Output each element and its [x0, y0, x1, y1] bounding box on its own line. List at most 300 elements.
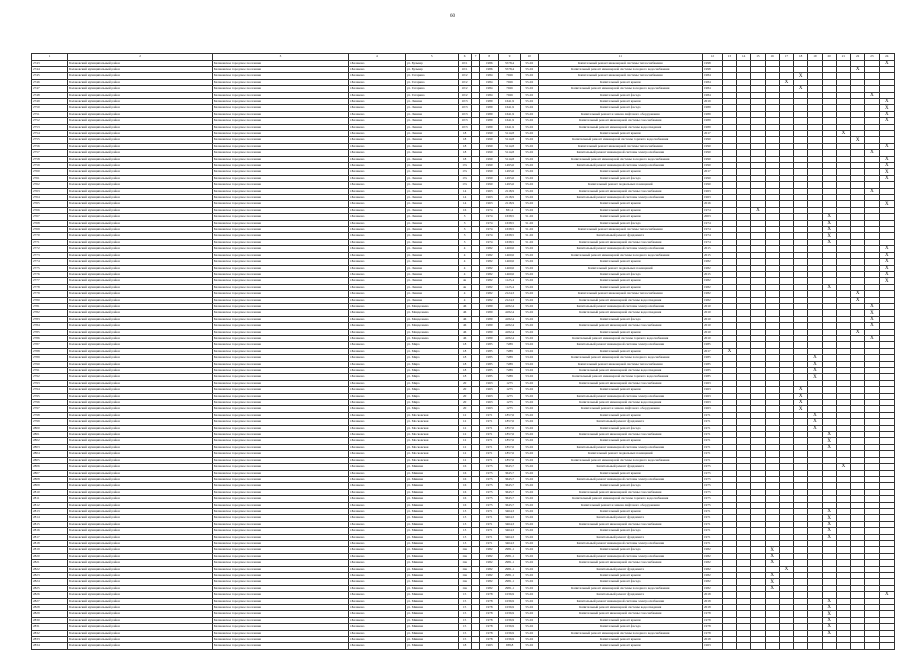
cell-street: ул. Московская [405, 412, 458, 418]
cell-no: 2834 [32, 643, 68, 649]
cell-fund: 55-02 [521, 611, 539, 617]
cell-year: 2010 [703, 303, 723, 309]
cell-area: 1963 [480, 387, 499, 393]
cell-house: 46 [458, 329, 471, 335]
cell-no: 2802 [32, 438, 68, 444]
period-cell: X [851, 291, 865, 297]
cell-district: Балаковский муниципальный район [68, 508, 213, 514]
cell-district: Балаковский муниципальный район [68, 464, 213, 470]
cell-work: Капитальный ремонт фасада [538, 105, 702, 111]
cell-district: Балаковский муниципальный район [68, 380, 213, 386]
cell-district: Балаковский муниципальный район [68, 355, 213, 361]
cell-city: г.Балаково [348, 348, 405, 354]
cell-year: 1975 [703, 476, 723, 482]
cell-street: ул. Минина [405, 528, 458, 534]
cell-work: Капитальный ремонт крыши [538, 207, 702, 213]
cell-no: 2766 [32, 207, 68, 213]
cell-area: 1971 [480, 540, 499, 546]
cell-year: 1985 [703, 374, 723, 380]
cell-fund: 55-02 [521, 60, 539, 66]
cell-cost: 5114,8 [499, 150, 521, 156]
cell-city: г.Балаково [348, 271, 405, 277]
cell-cost: 3645,7 [499, 464, 521, 470]
cell-year: 1971 [703, 508, 723, 514]
cell-district: Балаковский муниципальный район [68, 438, 213, 444]
cell-district: Балаковский муниципальный район [68, 105, 213, 111]
cell-municipality: Балаковское городское поселение [212, 66, 348, 72]
cell-street: ул. Ленина [405, 291, 458, 297]
cell-street: ул. Минина [405, 508, 458, 514]
cell-district: Балаковский муниципальный район [68, 143, 213, 149]
cell-house: 16 [458, 483, 471, 489]
cell-street: ул. Ленина [405, 239, 458, 245]
cell-house: 16 [458, 476, 471, 482]
cell-municipality: Балаковское городское поселение [212, 515, 348, 521]
cell-city: г.Балаково [348, 374, 405, 380]
cell-no: 2799 [32, 419, 68, 425]
cell-year: 2010 [703, 310, 723, 316]
cell-city: г.Балаково [348, 239, 405, 245]
cell-city: г.Балаково [348, 470, 405, 476]
cell-municipality: Балаковское городское поселение [212, 201, 348, 207]
period-cell: X [879, 259, 895, 265]
cell-house: 12 [458, 425, 471, 431]
cell-district: Балаковский муниципальный район [68, 419, 213, 425]
cell-city: г.Балаково [348, 534, 405, 540]
cell-work: Капитальный ремонт инженерной системы электроснабжения [538, 540, 702, 546]
period-cell: X [865, 188, 879, 194]
cell-city: г.Балаково [348, 464, 405, 470]
cell-city: г.Балаково [348, 259, 405, 265]
cell-municipality: Балаковское городское поселение [212, 617, 348, 623]
cell-district: Балаковский муниципальный район [68, 118, 213, 124]
period-cell: X [822, 214, 836, 220]
cell-work: Капитальный ремонт инженерной системы электроснабжения [538, 553, 702, 559]
cell-municipality: Балаковское городское поселение [212, 637, 348, 643]
cell-house: 18 [458, 137, 471, 143]
cell-fund: 53-02 [521, 348, 539, 354]
cell-no: 2823 [32, 573, 68, 579]
cell-district: Балаковский муниципальный район [68, 252, 213, 258]
cell-house: 18 [458, 361, 471, 367]
cell-year: 1975 [703, 464, 723, 470]
cell-municipality: Балаковское городское поселение [212, 335, 348, 341]
cell-municipality: Балаковское городское поселение [212, 438, 348, 444]
cell-year: 1982 [703, 278, 723, 284]
cell-no: 2768 [32, 220, 68, 226]
period-cell: X [851, 137, 865, 143]
cell-house: 13 [458, 508, 471, 514]
cell-no: 2827 [32, 598, 68, 604]
cell-fund: 55-02 [521, 252, 539, 258]
cell-municipality: Балаковское городское поселение [212, 246, 348, 252]
cell-district: Балаковский муниципальный район [68, 227, 213, 233]
cell-work: Капитальный ремонт фасада [538, 579, 702, 585]
cell-house: 12 [458, 451, 471, 457]
cell-year: 1971 [703, 540, 723, 546]
cell-city: г.Балаково [348, 605, 405, 611]
cell-district: Балаковский муниципальный район [68, 502, 213, 508]
cell-year: 1984 [703, 92, 723, 98]
period-cell [879, 643, 895, 649]
cell-street: ул. Ленина [405, 98, 458, 104]
cell-city: г.Балаково [348, 98, 405, 104]
column-header-p8: 20 [822, 54, 836, 61]
cell-street: ул. Ленина [405, 233, 458, 239]
cell-district: Балаковский муниципальный район [68, 547, 213, 553]
cell-municipality: Балаковское городское поселение [212, 605, 348, 611]
cell-city: г.Балаково [348, 111, 405, 117]
cell-area: 1982 [480, 585, 499, 591]
cell-city: г.Балаково [348, 476, 405, 482]
period-cell: X [822, 624, 836, 630]
cell-district: Балаковский муниципальный район [68, 489, 213, 495]
cell-cost: 1857,6 [499, 425, 521, 431]
column-header-p7: 19 [808, 54, 822, 61]
cell-district: Балаковский муниципальный район [68, 156, 213, 162]
period-cell: X [879, 98, 895, 104]
cell-area: 1982 [480, 547, 499, 553]
period-cell [808, 643, 822, 649]
cell-work: Капитальный ремонт инженерной системы горячего водоснабжения [538, 374, 702, 380]
cell-no: 2791 [32, 368, 68, 374]
cell-municipality: Балаковское городское поселение [212, 444, 348, 450]
cell-street: ул. Ленина [405, 214, 458, 220]
cell-district: Балаковский муниципальный район [68, 310, 213, 316]
cell-cost: 1125,4 [499, 278, 521, 284]
cell-no: 2795 [32, 393, 68, 399]
cell-street: ул. Минина [405, 630, 458, 636]
cell-municipality: Балаковское городское поселение [212, 521, 348, 527]
cell-fund: 55-02 [521, 150, 539, 156]
cell-cost: 1036,9 [499, 624, 521, 630]
cell-street: ул. Ленина [405, 271, 458, 277]
cell-fund: 55-02 [521, 451, 539, 457]
cell-house: 18 [458, 143, 471, 149]
cell-fund: 55-02 [521, 73, 539, 79]
cell-cost: 1495,6 [499, 175, 521, 181]
cell-fund: 55-02 [521, 143, 539, 149]
cell-cost: 7289 [499, 368, 521, 374]
cell-year: 1963 [703, 195, 723, 201]
cell-municipality: Балаковское городское поселение [212, 156, 348, 162]
cell-street: ул. Минина [405, 637, 458, 643]
cell-fund: 55-02 [521, 432, 539, 438]
cell-municipality: Балаковское городское поселение [212, 265, 348, 271]
cell-fund: 55-02 [521, 297, 539, 303]
cell-district: Балаковский муниципальный район [68, 79, 213, 85]
cell-fund: 55-02 [521, 265, 539, 271]
cell-cost: 1036,9 [499, 605, 521, 611]
cell-house: 3 [458, 214, 471, 220]
period-cell: X [822, 284, 836, 290]
cell-no: 2784 [32, 323, 68, 329]
period-cell: X [794, 387, 808, 393]
period-cell: X [808, 361, 822, 367]
cell-street: ул. Минина [405, 483, 458, 489]
cell-cost: 938,8 [499, 643, 521, 649]
cell-city: г.Балаково [348, 137, 405, 143]
cell-district: Балаковский муниципальный район [68, 207, 213, 213]
cell-work: Капитальный ремонт крыши [538, 643, 702, 649]
cell-district: Балаковский муниципальный район [68, 425, 213, 431]
cell-fund: 55-02 [521, 553, 539, 559]
cell-district: Балаковский муниципальный район [68, 92, 213, 98]
cell-city: г.Балаково [348, 412, 405, 418]
cell-area: 1986 [480, 60, 499, 66]
cell-city: г.Балаково [348, 489, 405, 495]
cell-area: 1971 [480, 521, 499, 527]
cell-street: ул. Ленина [405, 105, 458, 111]
cell-area: 1971 [480, 425, 499, 431]
cell-work: Капитальный ремонт инженерной системы теплоснабжения [538, 227, 702, 233]
column-header-cost: 9 [499, 54, 521, 61]
cell-cost: 2124,3 [499, 291, 521, 297]
cell-house: 4 [458, 252, 471, 258]
cell-year: 2015 [703, 252, 723, 258]
cell-house: 14а [458, 566, 471, 572]
cell-house: 4 [458, 271, 471, 277]
cell-district: Балаковский муниципальный район [68, 188, 213, 194]
cell-fund: 55-02 [521, 444, 539, 450]
cell-no: 2769 [32, 227, 68, 233]
cell-work: Капитальный ремонт подвальных помещений [538, 265, 702, 271]
cell-fund: 55-02 [521, 66, 539, 72]
cell-municipality: Балаковское городское поселение [212, 406, 348, 412]
cell-work: Капитальный ремонт инженерной системы электроснабжения [538, 303, 702, 309]
cell-house: 3 [458, 239, 471, 245]
period-cell: X [794, 73, 808, 79]
cell-fund: 55-02 [521, 137, 539, 143]
cell-no: 2798 [32, 412, 68, 418]
cell-no: 2805 [32, 457, 68, 463]
cell-work: Капитальный ремонт инженерной системы холодного водоснабжения [538, 252, 702, 258]
cell-fund: 55-02 [521, 188, 539, 194]
cell-municipality: Балаковское городское поселение [212, 470, 348, 476]
cell-house: 15 [458, 598, 471, 604]
cell-municipality: Балаковское городское поселение [212, 79, 348, 85]
cell-fund: 55-02 [521, 624, 539, 630]
cell-street: ул. Минина [405, 534, 458, 540]
cell-house: 10/1 [458, 60, 471, 66]
cell-house: 13 [458, 528, 471, 534]
cell-city: г.Балаково [348, 297, 405, 303]
cell-no: 2816 [32, 528, 68, 534]
period-cell: X [794, 406, 808, 412]
period-cell: X [865, 92, 879, 98]
cell-work: Капитальный ремонт инженерной системы газоснабжения [538, 239, 702, 245]
cell-house: 4 [458, 246, 471, 252]
cell-no: 2808 [32, 476, 68, 482]
cell-fund: 55-02 [521, 560, 539, 566]
cell-municipality: Балаковское городское поселение [212, 496, 348, 502]
cell-city: г.Балаково [348, 355, 405, 361]
cell-work: Капитальный ремонт крыши [538, 508, 702, 514]
cell-house: 15 [458, 617, 471, 623]
cell-district: Балаковский муниципальный район [68, 451, 213, 457]
cell-house: 17а [458, 169, 471, 175]
cell-year: 1971 [703, 534, 723, 540]
cell-street: ул. Гагарина [405, 86, 458, 92]
cell-work: Капитальный ремонт и замена лифтового оборудования [538, 406, 702, 412]
cell-year: 1989 [703, 124, 723, 130]
cell-house: 18 [458, 130, 471, 136]
cell-year: 1974 [703, 227, 723, 233]
period-cell: X [765, 547, 779, 553]
period-cell: X [808, 368, 822, 374]
cell-area: 1989 [480, 98, 499, 104]
cell-work: Капитальный ремонт фасада [538, 220, 702, 226]
cell-area: 1985 [480, 342, 499, 348]
cell-work: Капитальный ремонт подвальных помещений [538, 451, 702, 457]
cell-municipality: Балаковское городское поселение [212, 540, 348, 546]
cell-municipality: Балаковское городское поселение [212, 464, 348, 470]
cell-municipality: Балаковское городское поселение [212, 323, 348, 329]
cell-year: 2016 [703, 201, 723, 207]
cell-municipality: Балаковское городское поселение [212, 163, 348, 169]
cell-area: 1971 [480, 432, 499, 438]
cell-cost: 1036,9 [499, 598, 521, 604]
cell-street: ул. Ленина [405, 252, 458, 258]
cell-city: г.Балаково [348, 637, 405, 643]
cell-district: Балаковский муниципальный район [68, 137, 213, 143]
cell-district: Балаковский муниципальный район [68, 342, 213, 348]
cell-area: 1974 [480, 233, 499, 239]
cell-house: 14 [458, 188, 471, 194]
cell-year: 2010 [703, 316, 723, 322]
cell-year: 1975 [703, 489, 723, 495]
cell-street: ул. Минина [405, 605, 458, 611]
cell-fund: 55-02 [521, 566, 539, 572]
cell-street: ул. Московская [405, 444, 458, 450]
cell-cost: 4182,4 [499, 335, 521, 341]
cell-municipality: Балаковское городское поселение [212, 284, 348, 290]
cell-city: г.Балаково [348, 163, 405, 169]
cell-street: ул. Ленина [405, 278, 458, 284]
cell-area: 1982 [480, 284, 499, 290]
cell-district: Балаковский муниципальный район [68, 521, 213, 527]
cell-municipality: Балаковское городское поселение [212, 425, 348, 431]
cell-municipality: Балаковское городское поселение [212, 611, 348, 617]
cell-work: Капитальный ремонт крыши [538, 214, 702, 220]
cell-cost: 2981,1 [499, 573, 521, 579]
cell-no: 2809 [32, 483, 68, 489]
cell-house: 10/3 [458, 98, 471, 104]
cell-no: 2822 [32, 566, 68, 572]
cell-municipality: Балаковское городское поселение [212, 457, 348, 463]
cell-year: 1989 [703, 105, 723, 111]
cell-cost: 7289 [499, 374, 521, 380]
cell-no: 2803 [32, 444, 68, 450]
cell-fund: 55-02 [521, 643, 539, 649]
cell-house: 46 [458, 323, 471, 329]
cell-street: ул. Ленина [405, 182, 458, 188]
cell-street: ул. Менделеева [405, 310, 458, 316]
period-cell: X [822, 528, 836, 534]
cell-area: 1963 [480, 188, 499, 194]
cell-house: 18 [458, 374, 471, 380]
column-header-p5: 17 [779, 54, 793, 61]
cell-cost: 3464,3 [499, 515, 521, 521]
cell-city: г.Балаково [348, 361, 405, 367]
cell-municipality: Балаковское городское поселение [212, 432, 348, 438]
cell-fund: 55-02 [521, 630, 539, 636]
cell-work: Капитальный ремонт и замена лифтового оборудования [538, 502, 702, 508]
period-cell: X [794, 400, 808, 406]
cell-house: 12 [458, 438, 471, 444]
cell-fund: 55-02 [521, 310, 539, 316]
cell-no: 2825 [32, 585, 68, 591]
cell-district: Балаковский муниципальный район [68, 560, 213, 566]
cell-fund: 55-02 [521, 579, 539, 585]
cell-house: 16 [458, 502, 471, 508]
cell-cost: 3645,7 [499, 483, 521, 489]
cell-work: Капитальный ремонт инженерной системы газоснабжения [538, 118, 702, 124]
cell-municipality: Балаковское городское поселение [212, 585, 348, 591]
cell-cost: 3464,3 [499, 521, 521, 527]
cell-district: Балаковский муниципальный район [68, 515, 213, 521]
cell-district: Балаковский муниципальный район [68, 297, 213, 303]
cell-area: 1971 [480, 451, 499, 457]
cell-district: Балаковский муниципальный район [68, 573, 213, 579]
cell-area: 1978 [480, 630, 499, 636]
cell-area: 1975 [480, 470, 499, 476]
cell-district: Балаковский муниципальный район [68, 585, 213, 591]
cell-fund: 51-02 [521, 214, 539, 220]
cell-city: г.Балаково [348, 585, 405, 591]
cell-municipality: Балаковское городское поселение [212, 271, 348, 277]
cell-year: 1998 [703, 66, 723, 72]
cell-area: 1975 [480, 496, 499, 502]
cell-no: 2772 [32, 246, 68, 252]
period-cell: X [722, 348, 736, 354]
cell-work: Капитальный ремонт инженерной системы газоснабжения [538, 611, 702, 617]
cell-year: 1963 [703, 380, 723, 386]
cell-cost: 1460,6 [499, 259, 521, 265]
cell-district: Балаковский муниципальный район [68, 329, 213, 335]
cell-fund: 55-02 [521, 271, 539, 277]
cell-fund: 55-02 [521, 400, 539, 406]
cell-no: 2811 [32, 496, 68, 502]
cell-work: Капитальный ремонт инженерной системы теплоснабжения [538, 361, 702, 367]
cell-municipality: Балаковское городское поселение [212, 310, 348, 316]
cell-district: Балаковский муниципальный район [68, 368, 213, 374]
cell-municipality: Балаковское городское поселение [212, 182, 348, 188]
cell-year: 1984 [703, 79, 723, 85]
cell-city: г.Балаково [348, 284, 405, 290]
cell-no: 2779 [32, 291, 68, 297]
cell-fund: 55-02 [521, 259, 539, 265]
cell-district: Балаковский муниципальный район [68, 361, 213, 367]
cell-street: ул. Минина [405, 476, 458, 482]
cell-no: 2773 [32, 252, 68, 258]
cell-fund: 55-02 [521, 284, 539, 290]
cell-fund: 53-02 [521, 355, 539, 361]
cell-municipality: Балаковское городское поселение [212, 316, 348, 322]
cell-fund: 55-02 [521, 98, 539, 104]
cell-work: Капитальный ремонт крыши [538, 98, 702, 104]
period-cell: X [836, 130, 850, 136]
cell-cost: 1275 [499, 406, 521, 412]
cell-work: Капитальный ремонт инженерной системы водоотведения [538, 400, 702, 406]
cell-year: 1985 [703, 361, 723, 367]
cell-year: 1963 [703, 393, 723, 399]
cell-no: 2777 [32, 278, 68, 284]
cell-year: 1989 [703, 118, 723, 124]
cell-cost: 1641,9 [499, 105, 521, 111]
cell-municipality: Балаковское городское поселение [212, 374, 348, 380]
cell-street: ул. Ленина [405, 201, 458, 207]
